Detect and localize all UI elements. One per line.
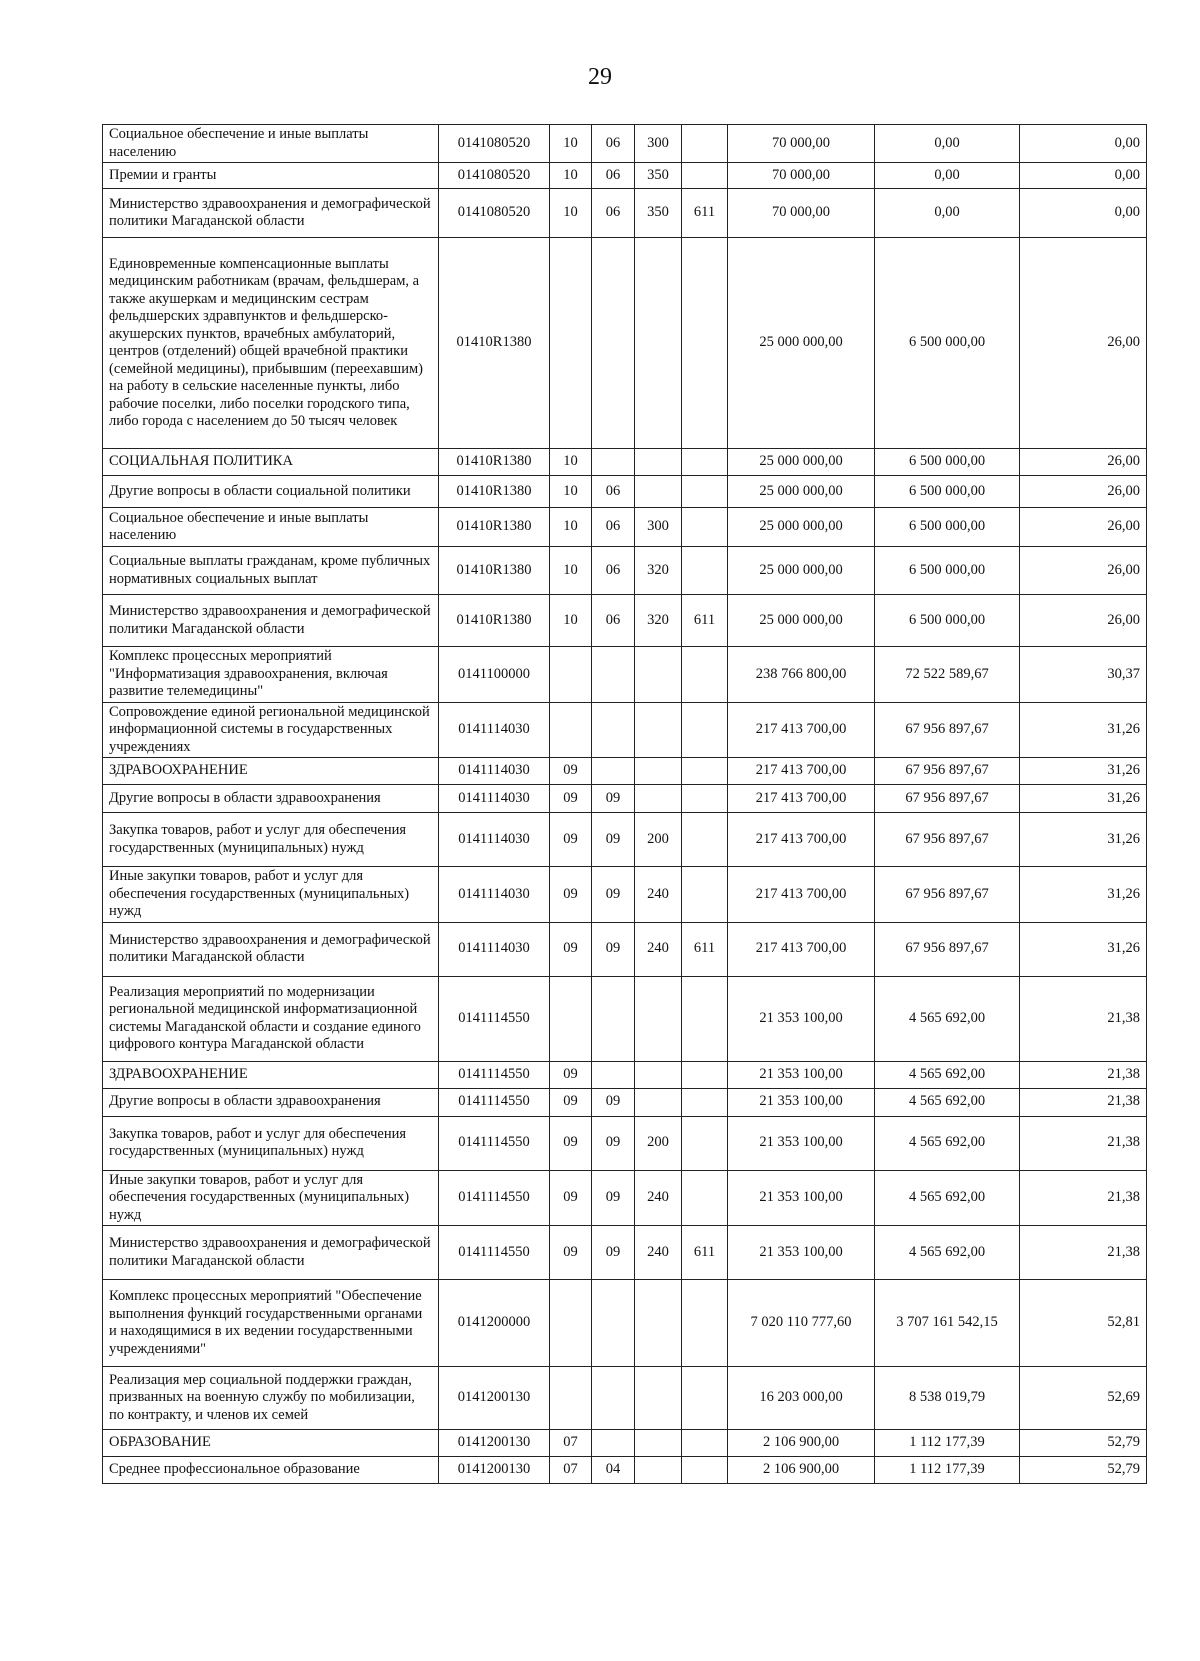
execution-percent: 21,38: [1020, 1226, 1147, 1280]
actual-amount: 6 500 000,00: [875, 595, 1020, 647]
table-row: [103, 867, 1147, 923]
target-code: 0141200000: [439, 1280, 550, 1367]
page-number: 29: [588, 64, 612, 90]
row-name: Иные закупки товаров, работ и услуг для обеспечения государственных (муниципальных) нужд: [103, 867, 439, 923]
expense-type: 240: [635, 1226, 682, 1280]
execution-percent: 31,26: [1020, 922, 1147, 976]
target-code: 0141114550: [439, 1116, 550, 1170]
table-row: [103, 476, 1147, 508]
admin-code: [682, 1061, 728, 1088]
expense-type: [635, 449, 682, 476]
planned-amount: 25 000 000,00: [728, 238, 875, 449]
subsection-code: [592, 1280, 635, 1367]
section-code: 10: [550, 449, 592, 476]
execution-percent: 31,26: [1020, 867, 1147, 923]
subsection-code: 06: [592, 595, 635, 647]
planned-amount: 25 000 000,00: [728, 476, 875, 508]
expense-type: [635, 1280, 682, 1367]
expense-type: 240: [635, 867, 682, 923]
planned-amount: 2 106 900,00: [728, 1430, 875, 1457]
table-row: [103, 976, 1147, 1061]
target-code: 0141114550: [439, 1170, 550, 1226]
row-name: Министерство здравоохранения и демографической политики Магаданской области: [103, 189, 439, 238]
expense-type: [635, 976, 682, 1061]
row-name: Министерство здравоохранения и демографической политики Магаданской области: [103, 922, 439, 976]
section-code: 09: [550, 1226, 592, 1280]
subsection-code: 06: [592, 476, 635, 508]
section-code: 10: [550, 125, 592, 163]
expense-type: [635, 1367, 682, 1430]
table-row: [103, 1457, 1147, 1484]
execution-percent: 26,00: [1020, 238, 1147, 449]
admin-code: [682, 476, 728, 508]
admin-code: 611: [682, 189, 728, 238]
planned-amount: 25 000 000,00: [728, 547, 875, 595]
table-row: [103, 125, 1147, 163]
table-row: [103, 189, 1147, 238]
subsection-code: 06: [592, 125, 635, 163]
target-code: 0141100000: [439, 647, 550, 703]
row-name: Единовременные компенсационные выплаты медицинским работникам (врачам, фельдшерам, а также акушеркам и медицинским сестрам фельдшерских здравпунктов и фельдшерско-акушерских пунктов, врачебных амбулаторий, центров (отделений) общей врачебной практики (семейной медицины), прибывшим (переехавшим) на работу в сельские населенные пункты, либо рабочие поселки, либо поселки городского типа, либо города с населением до 50 тысяч человек: [103, 238, 439, 449]
actual-amount: 0,00: [875, 125, 1020, 163]
expense-type: [635, 1088, 682, 1116]
planned-amount: 217 413 700,00: [728, 702, 875, 758]
target-code: 0141200130: [439, 1457, 550, 1484]
target-code: 0141114030: [439, 922, 550, 976]
actual-amount: 4 565 692,00: [875, 976, 1020, 1061]
planned-amount: 7 020 110 777,60: [728, 1280, 875, 1367]
row-name: Министерство здравоохранения и демографической политики Магаданской области: [103, 1226, 439, 1280]
row-name: ЗДРАВООХРАНЕНИЕ: [103, 758, 439, 785]
table-row: [103, 702, 1147, 758]
table-row: [103, 449, 1147, 476]
row-name: Реализация мер социальной поддержки граждан, призванных на военную службу по мобилизации, по контракту, и членов их семей: [103, 1367, 439, 1430]
subsection-code: 09: [592, 813, 635, 867]
planned-amount: 21 353 100,00: [728, 1061, 875, 1088]
expense-type: 320: [635, 547, 682, 595]
table-row: [103, 785, 1147, 813]
expense-type: [635, 1457, 682, 1484]
target-code: 01410R1380: [439, 449, 550, 476]
subsection-code: 09: [592, 867, 635, 923]
subsection-code: [592, 1430, 635, 1457]
table-row: [103, 1170, 1147, 1226]
admin-code: [682, 758, 728, 785]
expense-type: [635, 1430, 682, 1457]
table-row: [103, 1116, 1147, 1170]
row-name: Социальные выплаты гражданам, кроме публичных нормативных социальных выплат: [103, 547, 439, 595]
execution-percent: 52,69: [1020, 1367, 1147, 1430]
table-row: [103, 1367, 1147, 1430]
actual-amount: 8 538 019,79: [875, 1367, 1020, 1430]
execution-percent: 52,81: [1020, 1280, 1147, 1367]
execution-percent: 31,26: [1020, 758, 1147, 785]
planned-amount: 70 000,00: [728, 125, 875, 163]
target-code: 0141200130: [439, 1367, 550, 1430]
actual-amount: 67 956 897,67: [875, 702, 1020, 758]
expense-type: [635, 476, 682, 508]
actual-amount: 67 956 897,67: [875, 813, 1020, 867]
section-code: [550, 238, 592, 449]
execution-percent: 31,26: [1020, 702, 1147, 758]
subsection-code: 06: [592, 189, 635, 238]
actual-amount: 4 565 692,00: [875, 1061, 1020, 1088]
section-code: [550, 1367, 592, 1430]
expense-type: [635, 238, 682, 449]
section-code: 10: [550, 547, 592, 595]
admin-code: [682, 1457, 728, 1484]
subsection-code: [592, 976, 635, 1061]
target-code: 0141114030: [439, 813, 550, 867]
target-code: 01410R1380: [439, 595, 550, 647]
planned-amount: 25 000 000,00: [728, 508, 875, 547]
target-code: 0141080520: [439, 125, 550, 163]
admin-code: 611: [682, 1226, 728, 1280]
admin-code: [682, 702, 728, 758]
planned-amount: 25 000 000,00: [728, 449, 875, 476]
budget-table: [102, 124, 1147, 1484]
expense-type: 240: [635, 922, 682, 976]
subsection-code: [592, 1367, 635, 1430]
execution-percent: 21,38: [1020, 1061, 1147, 1088]
planned-amount: 70 000,00: [728, 163, 875, 189]
admin-code: [682, 238, 728, 449]
admin-code: [682, 647, 728, 703]
target-code: 01410R1380: [439, 508, 550, 547]
planned-amount: 238 766 800,00: [728, 647, 875, 703]
planned-amount: 21 353 100,00: [728, 1170, 875, 1226]
actual-amount: 67 956 897,67: [875, 758, 1020, 785]
expense-type: 300: [635, 508, 682, 547]
actual-amount: 0,00: [875, 163, 1020, 189]
planned-amount: 21 353 100,00: [728, 1226, 875, 1280]
execution-percent: 21,38: [1020, 1088, 1147, 1116]
execution-percent: 26,00: [1020, 595, 1147, 647]
expense-type: 350: [635, 189, 682, 238]
actual-amount: 6 500 000,00: [875, 547, 1020, 595]
expense-type: [635, 758, 682, 785]
row-name: Закупка товаров, работ и услуг для обеспечения государственных (муниципальных) нужд: [103, 813, 439, 867]
planned-amount: 25 000 000,00: [728, 595, 875, 647]
subsection-code: 09: [592, 1170, 635, 1226]
actual-amount: 67 956 897,67: [875, 867, 1020, 923]
row-name: Закупка товаров, работ и услуг для обеспечения государственных (муниципальных) нужд: [103, 1116, 439, 1170]
actual-amount: 67 956 897,67: [875, 922, 1020, 976]
actual-amount: 72 522 589,67: [875, 647, 1020, 703]
target-code: 0141114030: [439, 785, 550, 813]
section-code: [550, 702, 592, 758]
admin-code: [682, 449, 728, 476]
section-code: 10: [550, 163, 592, 189]
planned-amount: 217 413 700,00: [728, 758, 875, 785]
execution-percent: 21,38: [1020, 1116, 1147, 1170]
section-code: 09: [550, 785, 592, 813]
actual-amount: 6 500 000,00: [875, 238, 1020, 449]
table-row: [103, 1226, 1147, 1280]
target-code: 01410R1380: [439, 238, 550, 449]
actual-amount: 6 500 000,00: [875, 449, 1020, 476]
table-row: [103, 1430, 1147, 1457]
planned-amount: 217 413 700,00: [728, 922, 875, 976]
admin-code: [682, 1367, 728, 1430]
execution-percent: 26,00: [1020, 449, 1147, 476]
section-code: 10: [550, 476, 592, 508]
planned-amount: 217 413 700,00: [728, 867, 875, 923]
expense-type: 200: [635, 1116, 682, 1170]
table-row: [103, 1280, 1147, 1367]
table-row: [103, 238, 1147, 449]
section-code: [550, 647, 592, 703]
admin-code: [682, 1088, 728, 1116]
section-code: 07: [550, 1430, 592, 1457]
planned-amount: 21 353 100,00: [728, 976, 875, 1061]
target-code: 0141200130: [439, 1430, 550, 1457]
row-name: Социальное обеспечение и иные выплаты населению: [103, 125, 439, 163]
execution-percent: 0,00: [1020, 189, 1147, 238]
subsection-code: [592, 1061, 635, 1088]
expense-type: 320: [635, 595, 682, 647]
admin-code: [682, 1170, 728, 1226]
section-code: 09: [550, 1170, 592, 1226]
actual-amount: 4 565 692,00: [875, 1116, 1020, 1170]
execution-percent: 31,26: [1020, 813, 1147, 867]
target-code: 0141114550: [439, 976, 550, 1061]
actual-amount: 1 112 177,39: [875, 1457, 1020, 1484]
table-row: [103, 508, 1147, 547]
table-row: [103, 1061, 1147, 1088]
target-code: 0141080520: [439, 189, 550, 238]
planned-amount: 21 353 100,00: [728, 1088, 875, 1116]
target-code: 01410R1380: [439, 547, 550, 595]
row-name: ЗДРАВООХРАНЕНИЕ: [103, 1061, 439, 1088]
execution-percent: 21,38: [1020, 976, 1147, 1061]
actual-amount: 6 500 000,00: [875, 508, 1020, 547]
section-code: 09: [550, 1116, 592, 1170]
row-name: Среднее профессиональное образование: [103, 1457, 439, 1484]
section-code: [550, 976, 592, 1061]
budget-table-body: [103, 125, 1147, 1484]
row-name: Реализация мероприятий по модернизации региональной медицинской информатизационной системы Магаданской области и создание единого цифрового контура Магаданской области: [103, 976, 439, 1061]
target-code: 0141114550: [439, 1061, 550, 1088]
row-name: СОЦИАЛЬНАЯ ПОЛИТИКА: [103, 449, 439, 476]
section-code: 09: [550, 1061, 592, 1088]
actual-amount: 4 565 692,00: [875, 1088, 1020, 1116]
subsection-code: 09: [592, 1088, 635, 1116]
section-code: 10: [550, 508, 592, 547]
execution-percent: 26,00: [1020, 547, 1147, 595]
admin-code: [682, 785, 728, 813]
planned-amount: 70 000,00: [728, 189, 875, 238]
execution-percent: 21,38: [1020, 1170, 1147, 1226]
section-code: 09: [550, 1088, 592, 1116]
subsection-code: 04: [592, 1457, 635, 1484]
execution-percent: 52,79: [1020, 1430, 1147, 1457]
actual-amount: 67 956 897,67: [875, 785, 1020, 813]
expense-type: 300: [635, 125, 682, 163]
row-name: Комплекс процессных мероприятий "Обеспечение выполнения функций государственными органами и находящимися в их ведении государственными учреждениями": [103, 1280, 439, 1367]
execution-percent: 0,00: [1020, 163, 1147, 189]
target-code: 0141114030: [439, 867, 550, 923]
expense-type: [635, 1061, 682, 1088]
row-name: Министерство здравоохранения и демографической политики Магаданской области: [103, 595, 439, 647]
table-row: [103, 647, 1147, 703]
subsection-code: 09: [592, 922, 635, 976]
planned-amount: 217 413 700,00: [728, 813, 875, 867]
admin-code: [682, 976, 728, 1061]
row-name: Премии и гранты: [103, 163, 439, 189]
execution-percent: 52,79: [1020, 1457, 1147, 1484]
admin-code: [682, 1430, 728, 1457]
section-code: 09: [550, 867, 592, 923]
table-row: [103, 163, 1147, 189]
table-row: [103, 758, 1147, 785]
admin-code: [682, 867, 728, 923]
section-code: 10: [550, 595, 592, 647]
table-row: [103, 595, 1147, 647]
subsection-code: [592, 702, 635, 758]
section-code: 07: [550, 1457, 592, 1484]
execution-percent: 30,37: [1020, 647, 1147, 703]
planned-amount: 2 106 900,00: [728, 1457, 875, 1484]
target-code: 0141080520: [439, 163, 550, 189]
admin-code: [682, 163, 728, 189]
row-name: Социальное обеспечение и иные выплаты населению: [103, 508, 439, 547]
admin-code: [682, 508, 728, 547]
target-code: 0141114030: [439, 702, 550, 758]
subsection-code: 06: [592, 508, 635, 547]
table-row: [103, 922, 1147, 976]
admin-code: 611: [682, 595, 728, 647]
section-code: [550, 1280, 592, 1367]
table-row: [103, 547, 1147, 595]
admin-code: [682, 813, 728, 867]
expense-type: [635, 702, 682, 758]
execution-percent: 26,00: [1020, 508, 1147, 547]
target-code: 0141114550: [439, 1088, 550, 1116]
actual-amount: 3 707 161 542,15: [875, 1280, 1020, 1367]
row-name: Сопровождение единой региональной медицинской информационной системы в государственных учреждениях: [103, 702, 439, 758]
expense-type: [635, 785, 682, 813]
table-row: [103, 1088, 1147, 1116]
subsection-code: [592, 758, 635, 785]
planned-amount: 16 203 000,00: [728, 1367, 875, 1430]
expense-type: 240: [635, 1170, 682, 1226]
admin-code: [682, 1116, 728, 1170]
planned-amount: 21 353 100,00: [728, 1116, 875, 1170]
row-name: Комплекс процессных мероприятий "Информатизация здравоохранения, включая развитие телемедицины": [103, 647, 439, 703]
subsection-code: [592, 238, 635, 449]
execution-percent: 31,26: [1020, 785, 1147, 813]
execution-percent: 0,00: [1020, 125, 1147, 163]
subsection-code: 09: [592, 1226, 635, 1280]
row-name: Другие вопросы в области здравоохранения: [103, 1088, 439, 1116]
admin-code: [682, 125, 728, 163]
actual-amount: 4 565 692,00: [875, 1226, 1020, 1280]
subsection-code: [592, 647, 635, 703]
subsection-code: 09: [592, 1116, 635, 1170]
execution-percent: 26,00: [1020, 476, 1147, 508]
subsection-code: [592, 449, 635, 476]
target-code: 01410R1380: [439, 476, 550, 508]
section-code: 09: [550, 758, 592, 785]
row-name: Другие вопросы в области здравоохранения: [103, 785, 439, 813]
actual-amount: 6 500 000,00: [875, 476, 1020, 508]
admin-code: 611: [682, 922, 728, 976]
subsection-code: 09: [592, 785, 635, 813]
actual-amount: 1 112 177,39: [875, 1430, 1020, 1457]
actual-amount: 0,00: [875, 189, 1020, 238]
expense-type: 350: [635, 163, 682, 189]
row-name: Иные закупки товаров, работ и услуг для обеспечения государственных (муниципальных) нужд: [103, 1170, 439, 1226]
subsection-code: 06: [592, 547, 635, 595]
expense-type: [635, 647, 682, 703]
subsection-code: 06: [592, 163, 635, 189]
planned-amount: 217 413 700,00: [728, 785, 875, 813]
row-name: ОБРАЗОВАНИЕ: [103, 1430, 439, 1457]
section-code: 09: [550, 813, 592, 867]
actual-amount: 4 565 692,00: [875, 1170, 1020, 1226]
admin-code: [682, 1280, 728, 1367]
table-row: [103, 813, 1147, 867]
target-code: 0141114030: [439, 758, 550, 785]
admin-code: [682, 547, 728, 595]
section-code: 10: [550, 189, 592, 238]
section-code: 09: [550, 922, 592, 976]
expense-type: 200: [635, 813, 682, 867]
row-name: Другие вопросы в области социальной политики: [103, 476, 439, 508]
target-code: 0141114550: [439, 1226, 550, 1280]
